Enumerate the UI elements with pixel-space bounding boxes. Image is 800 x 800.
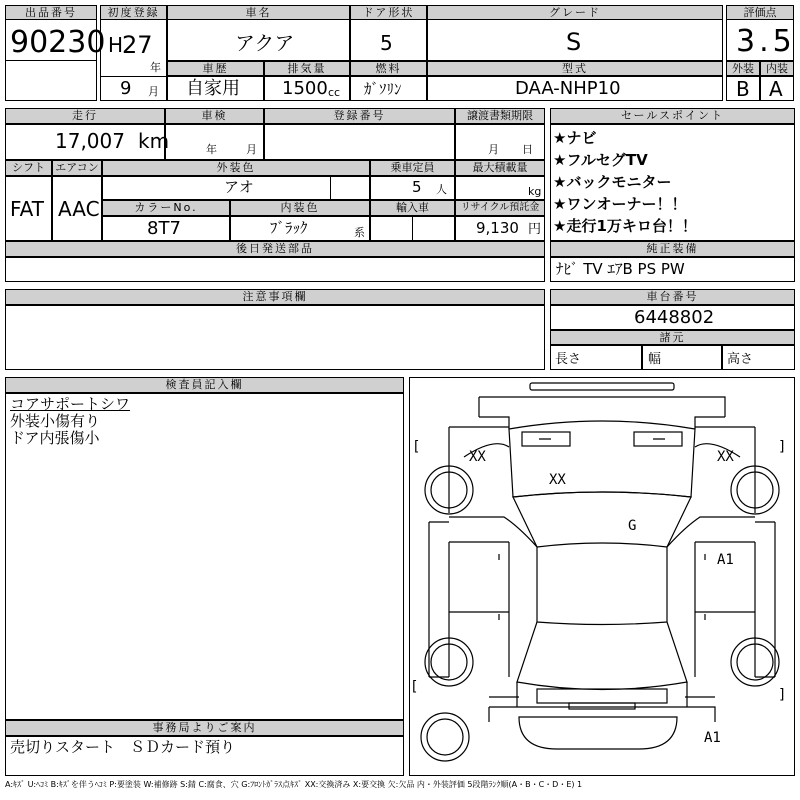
sales-point-3: ★バックモニター [553, 173, 672, 191]
mark-hood: XX [549, 472, 566, 488]
grade-label: グレード [427, 5, 723, 20]
import-label: 輸入車 [370, 200, 455, 216]
color-no-value: 8T7 [147, 218, 181, 239]
load-unit: kg [528, 185, 542, 198]
displacement-value: 1500 [282, 78, 328, 99]
ext-color-value: アオ [224, 178, 254, 196]
int-color-unit: 系 [354, 226, 365, 239]
spec-label: 諸元 [550, 330, 795, 345]
int-grade-value: A [769, 77, 783, 101]
int-color-label: 内装色 [230, 200, 370, 216]
first-reg-month: 9 [120, 78, 132, 99]
width-label: 幅 [648, 352, 662, 367]
capacity-label: 乗車定員 [370, 160, 455, 176]
sales-point-4: ★ワンオーナー！！ [553, 195, 687, 213]
office-text: 売切りスタート ＳＤカード預り [10, 738, 236, 756]
lot-blank [5, 60, 97, 101]
mark-right-front-door: A1 [717, 552, 734, 568]
recycle-value: 9,130 [476, 219, 519, 237]
ac-label: エアコン [52, 160, 102, 176]
score-value: 3.5 [736, 24, 796, 59]
later-parts-box [5, 257, 545, 282]
inspector-label: 検査員記入欄 [5, 377, 404, 393]
model-label: 型式 [427, 61, 723, 76]
mileage-unit: km [138, 129, 170, 153]
ext-grade-label: 外装 [726, 61, 760, 76]
equipment-label: 純正装備 [550, 241, 795, 257]
notes-label: 注意事項欄 [5, 289, 545, 305]
displacement-label: 排気量 [264, 61, 350, 76]
first-reg-year-unit: 年 [150, 61, 161, 74]
reg-no-label: 登録番号 [264, 108, 455, 124]
car-name: アクア [235, 31, 295, 55]
ac-value: AAC [58, 197, 100, 221]
import-sub-box [412, 216, 455, 241]
legend-text: A:ｷｽﾞ U:ﾍｺﾐ B:ｷｽﾞを伴うﾍｺﾐ P:要塗装 W:補修跡 S:錆 C:腐食、穴 G:ﾌﾛﾝﾄｶﾞﾗｽ点ｷｽﾞ XX:交換済み X:要交換 欠:欠品 内・外装評価 5段階ﾗﾝｸ順(A・B・C・D・E) 1 [5, 780, 583, 789]
first-reg-month-unit: 月 [148, 85, 159, 98]
inspector-line-1: コアサポートシワ [10, 395, 131, 413]
reg-no-box [264, 124, 455, 160]
int-grade-label: 内装 [760, 61, 794, 76]
lot-label: 出品番号 [5, 5, 97, 20]
capacity-value: 5 [412, 178, 422, 196]
mileage-label: 走行 [5, 108, 165, 124]
name-label: 車名 [167, 5, 350, 20]
sales-point-5: ★走行1万キロ台！！ [553, 217, 697, 235]
equipment-value: ﾅﾋﾞ TV ｴｱB PS PW [556, 260, 685, 278]
car-diagram-drawing [409, 377, 795, 776]
capacity-unit: 人 [436, 183, 447, 196]
sales-point-1: ★ナビ [553, 129, 597, 147]
history-value: 自家用 [186, 78, 240, 99]
lot-number: 90230 [10, 25, 106, 60]
color-no-label: カラーNo. [102, 200, 230, 216]
chassis-number: 6448802 [634, 307, 715, 328]
later-parts-label: 後日発送部品 [5, 241, 545, 257]
fuel-value: ｶﾞｿﾘﾝ [364, 80, 402, 98]
mark-front-right-tire: XX [717, 449, 734, 465]
sales-points-label: セールスポイント [550, 108, 795, 124]
transfer-month-unit: 月 [488, 143, 499, 156]
fuel-label: 燃料 [350, 61, 427, 76]
mark-front-left-tire: XX [469, 449, 486, 465]
ext-color-sub-box [330, 176, 370, 200]
mileage-value: 17,007 [55, 129, 125, 153]
recycle-label: リサイクル預託金 [455, 200, 545, 216]
load-label: 最大積載量 [455, 160, 545, 176]
sales-point-2: ★フルセグTV [553, 151, 648, 169]
bracket-right-bottom: ] [778, 687, 787, 703]
inspection-label: 車検 [165, 108, 264, 124]
int-color-value: ﾌﾞﾗｯｸ [270, 219, 308, 237]
inspector-line-2: 外装小傷有り [10, 412, 101, 430]
bracket-left-top: [ [412, 439, 421, 455]
inspection-year-unit: 年 [206, 143, 217, 156]
first-reg-year: 27 [122, 31, 153, 59]
history-label: 車歴 [167, 61, 264, 76]
mark-rear-bumper: A1 [704, 730, 721, 746]
score-label: 評価点 [726, 5, 794, 20]
transfer-day-unit: 日 [522, 143, 533, 156]
bracket-left-bottom: [ [410, 679, 419, 695]
ext-grade-value: B [736, 77, 750, 101]
notes-box [5, 305, 545, 370]
transfer-label: 譲渡書類期限 [455, 108, 545, 124]
first-reg-label: 初度登録 [100, 5, 167, 20]
model-value: DAA-NHP10 [515, 78, 621, 99]
door-value: 5 [380, 31, 393, 55]
office-label: 事務局よりご案内 [5, 720, 404, 736]
door-label: ドア形状 [350, 5, 427, 20]
inspector-line-3: ドア内張傷小 [10, 429, 100, 447]
inspection-month-unit: 月 [246, 143, 257, 156]
ext-color-label: 外装色 [102, 160, 370, 176]
recycle-unit: 円 [528, 222, 542, 237]
displacement-unit: cc [328, 86, 341, 99]
bracket-right-top: ] [778, 439, 787, 455]
chassis-label: 車台番号 [550, 289, 795, 305]
height-label: 高さ [727, 352, 754, 367]
mark-windshield: G [628, 518, 637, 534]
length-label: 長さ [555, 352, 582, 367]
grade-value: S [566, 28, 582, 56]
shift-label: シフト [5, 160, 52, 176]
first-reg-era: H [108, 33, 124, 57]
shift-value: FAT [10, 197, 45, 221]
